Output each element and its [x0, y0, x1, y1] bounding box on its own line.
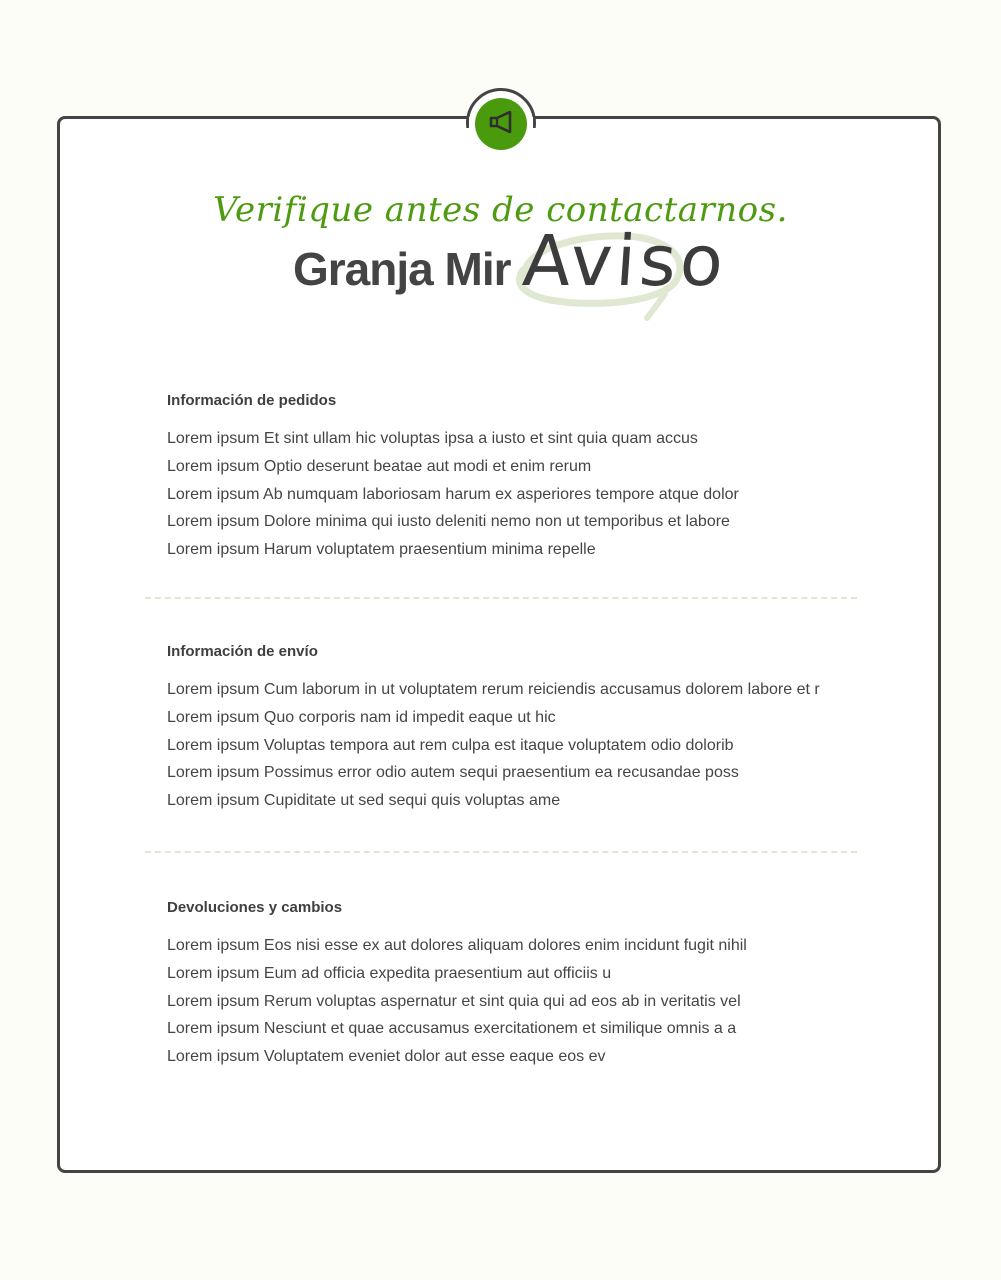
section-divider — [145, 597, 857, 599]
section-shipping — [167, 643, 847, 815]
list-item: Lorem ipsum Voluptatem eveniet dolor aut esse eaque eos ev — [167, 1048, 606, 1066]
section-orders — [167, 392, 847, 564]
list-item: Lorem ipsum Harum voluptatem praesentium minima repelle — [167, 541, 596, 559]
list-item: Lorem ipsum Eos nisi esse ex aut dolores aliquam dolores enim incidunt fugit nihil — [167, 937, 747, 954]
section-title: Información de envío — [167, 643, 318, 660]
list-item: Lorem ipsum Rerum voluptas aspernatur et sint quia qui ad eos ab in veritatis vel — [167, 992, 741, 1010]
megaphone-icon — [486, 110, 516, 139]
section-title: Devoluciones y cambios — [167, 899, 343, 916]
info-list — [167, 425, 847, 564]
megaphone-badge — [475, 98, 527, 150]
list-item: Lorem ipsum Cupiditate ut sed sequi quis voluptas ame — [167, 792, 561, 810]
brand-name: Granja Mir — [293, 243, 511, 295]
list-item: Lorem ipsum Dolore minima qui iusto deleniti nemo non ut temporibus et labore — [167, 513, 730, 531]
list-item: Lorem ipsum Ab numquam laboriosam harum ex asperiores tempore atque dolor — [167, 485, 739, 503]
list-item: Lorem ipsum Cum laborum in ut voluptatem rerum reiciendis accusamus dolorem labore et r — [167, 681, 820, 698]
list-item: Lorem ipsum Nesciunt et quae accusamus exercitationem et similique omnis a a — [167, 1020, 737, 1038]
list-item: Lorem ipsum Voluptas tempora aut rem culpa est itaque voluptatem odio dolorib — [167, 736, 734, 754]
list-item: Lorem ipsum Quo corporis nam id impedit eaque ut hic — [167, 708, 556, 726]
section-returns — [167, 899, 847, 1071]
list-item: Lorem ipsum Eum ad officia expedita praesentium aut officiis u — [167, 964, 612, 982]
section-title: Información de pedidos — [167, 392, 337, 409]
info-list — [167, 932, 847, 1071]
list-item: Lorem ipsum Optio deserunt beatae aut modi et enim rerum — [167, 457, 592, 475]
section-divider — [145, 851, 857, 853]
aviso-stamp: Aviso — [520, 220, 730, 302]
list-item: Lorem ipsum Possimus error odio autem sequi praesentium ea recusandae poss — [167, 764, 739, 782]
list-item: Lorem ipsum Et sint ullam hic voluptas ipsa a iusto et sint quia quam accus — [167, 430, 698, 447]
info-list — [167, 676, 847, 815]
tagline: Verifique antes de contactarnos. — [213, 190, 788, 230]
